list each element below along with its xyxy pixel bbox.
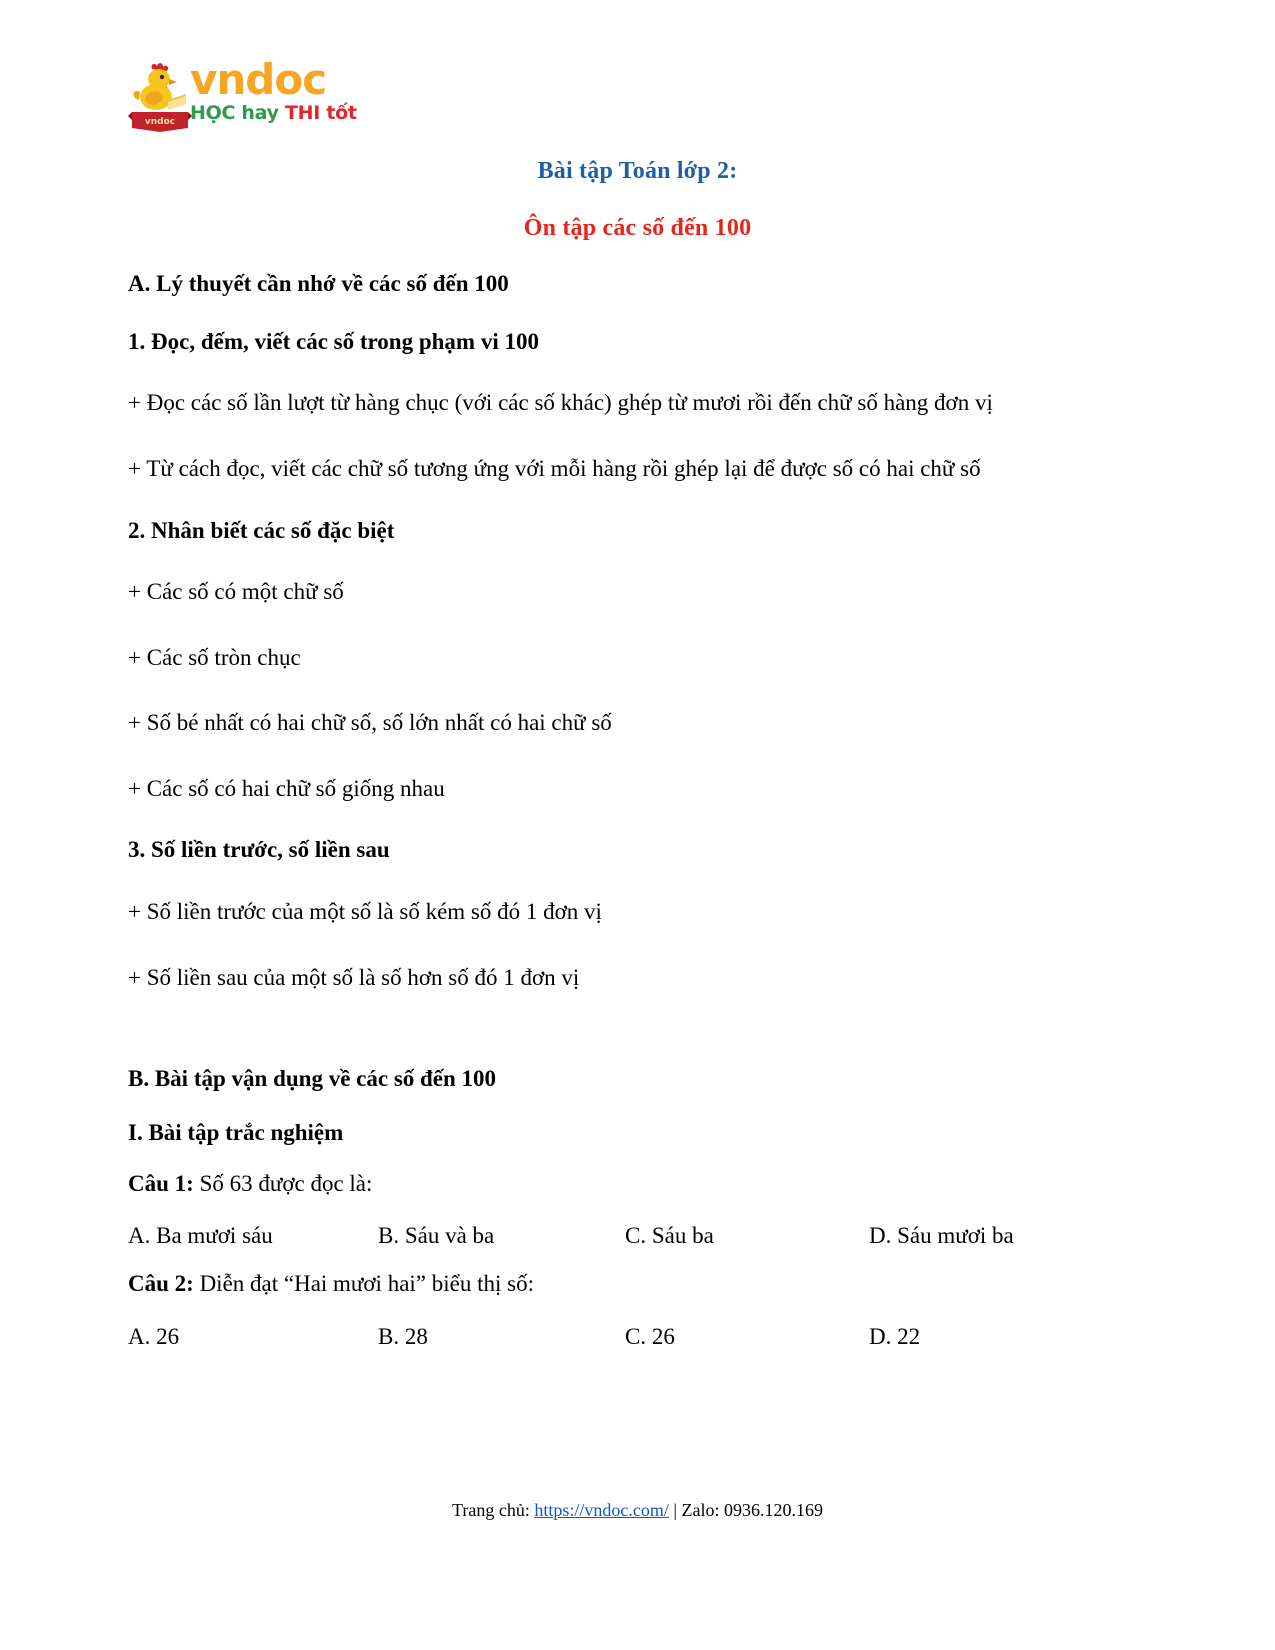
question-1-option-d[interactable]: D. Sáu mươi ba (869, 1223, 1014, 1249)
logo-tagline-red: THI tốt (285, 102, 357, 124)
question-2-option-c[interactable]: C. 26 (625, 1323, 675, 1349)
bullet-3-1: + Số liền trước của một số là số kém số đó 1 đơn vị (128, 899, 602, 925)
logo-wordmark: vndoc (190, 55, 327, 104)
heading-section-2: 2. Nhân biết các số đặc biệt (128, 517, 395, 543)
bullet-2-2: + Các số tròn chục (128, 644, 301, 670)
section-spacer (128, 1023, 1128, 1063)
question-2-label: Câu 2: (128, 1271, 194, 1297)
heading-section-1: 1. Đọc, đếm, viết các số trong phạm vi 100 (128, 328, 539, 354)
paragraph-1-2: + Từ cách đọc, viết các chữ số tương ứng với mỗi hàng rồi ghép lại để được số có hai chữ số (128, 456, 981, 482)
question-2-option-a[interactable]: A. 26 (128, 1323, 180, 1349)
heading-section-b: B. Bài tập vận dụng về các số đến 100 (128, 1066, 497, 1092)
question-1-options (128, 1219, 1128, 1249)
logo-tagline (190, 102, 420, 124)
bullet-2-3: + Số bé nhất có hai chữ số, số lớn nhất có hai chữ số (128, 710, 612, 736)
page-footer (0, 1500, 1275, 1521)
logo-text-block (190, 55, 420, 132)
page-title-primary: Bài tập Toán lớp 2: (537, 158, 738, 184)
question-2-option-b[interactable]: B. 28 (378, 1323, 428, 1349)
bullet-3-2: + Số liền sau của một số là số hơn số đó 1 đơn vị (128, 964, 580, 990)
footer-prefix: Trang chủ: (452, 1500, 535, 1520)
chick-mascot-icon (128, 60, 192, 132)
footer-suffix: | Zalo: 0936.120.169 (668, 1500, 823, 1520)
heading-section-a: A. Lý thuyết cần nhớ về các số đến 100 (128, 271, 509, 296)
logo-tagline-green: HỌC hay (190, 102, 279, 124)
question-2-options (128, 1320, 1128, 1350)
document-body (128, 268, 1128, 1368)
page-title-secondary: Ôn tập các số đến 100 (523, 215, 752, 241)
heading-section-i: I. Bài tập trắc nghiệm (128, 1120, 344, 1146)
question-1-text: Số 63 được đọc là: (193, 1170, 373, 1196)
vndoc-logo[interactable] (128, 55, 418, 134)
question-2-text: Diễn đạt “Hai mươi hai” biểu thị số: (193, 1271, 534, 1297)
question-2 (128, 1267, 1128, 1302)
question-1-option-c[interactable]: C. Sáu ba (625, 1223, 714, 1249)
heading-section-3: 3. Số liền trước, số liền sau (128, 837, 390, 863)
question-1-label: Câu 1: (128, 1170, 194, 1196)
question-1-option-b[interactable]: B. Sáu và ba (378, 1223, 495, 1249)
question-1 (128, 1167, 1128, 1202)
svg-text:vndoc: vndoc (144, 117, 176, 127)
footer-homepage-link[interactable]: https://vndoc.com/ (534, 1500, 669, 1520)
question-1-option-a[interactable]: A. Ba mươi sáu (128, 1223, 273, 1249)
bullet-2-1: + Các số có một chữ số (128, 579, 344, 605)
question-2-option-d[interactable]: D. 22 (869, 1323, 921, 1349)
paragraph-1-1: + Đọc các số lần lượt từ hàng chục (với các số khác) ghép từ mươi rồi đến chữ số hàng đơn vị (128, 390, 993, 416)
bullet-2-4: + Các số có hai chữ số giống nhau (128, 775, 445, 801)
